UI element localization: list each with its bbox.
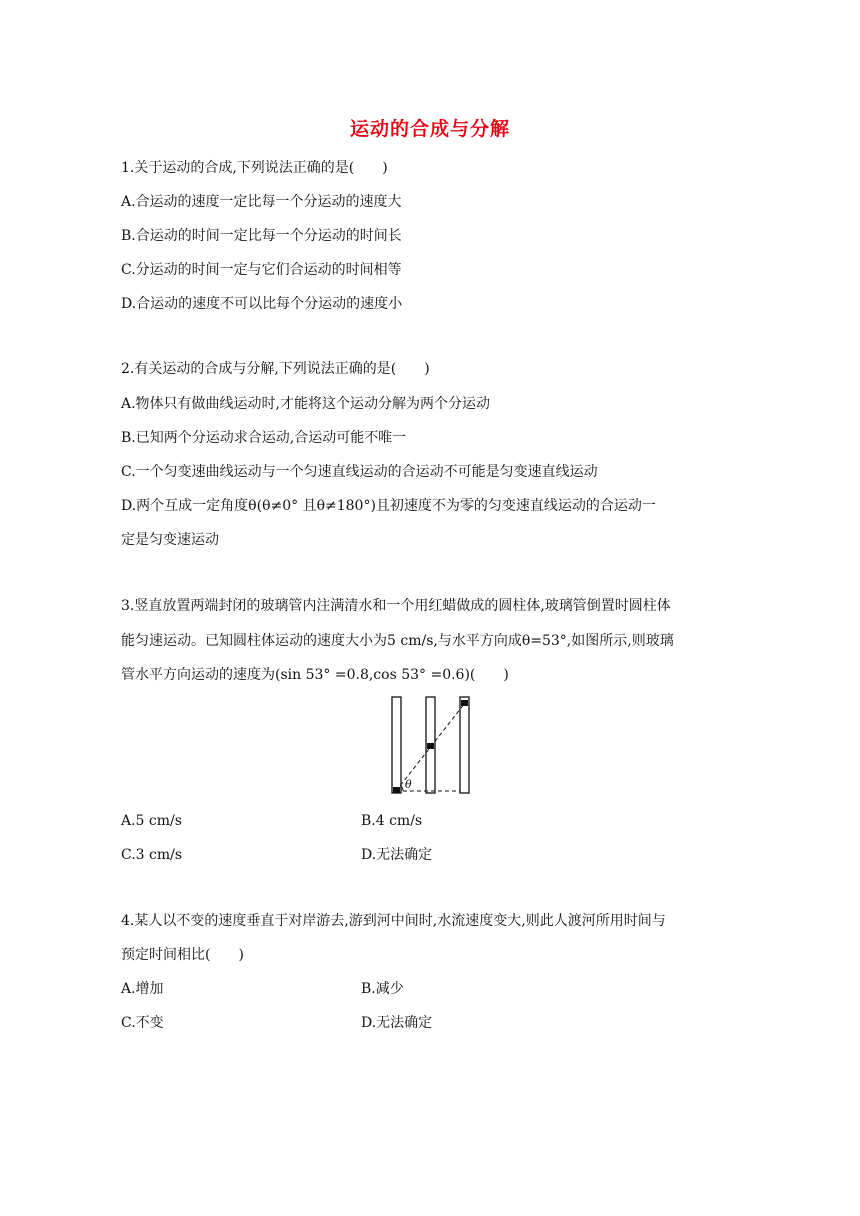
q4-options-row2 (121, 1013, 433, 1033)
q1-stem: 1.关于运动的合成,下列说法正确的是( ) (121, 160, 388, 176)
glass-tube-right (460, 697, 469, 793)
q1-option-c: C.分运动的时间一定与它们合运动的时间相等 (121, 262, 402, 278)
q2-option-d-line1: D.两个互成一定角度θ(θ≠0° 且θ≠180°)且初速度不为零的匀变速直线运动的合运动一 (121, 498, 656, 514)
q2-option-c: C.一个匀变速曲线运动与一个匀速直线运动的合运动不可能是匀变速直线运动 (121, 464, 598, 480)
q4-option-c: C.不变 (121, 1015, 164, 1031)
angle-label: θ (405, 778, 412, 791)
q3-option-c: C.3 cm/s (121, 847, 183, 863)
q3-option-b: B.4 cm/s (361, 813, 423, 829)
q3-option-d: D.无法确定 (361, 847, 433, 863)
q4-stem-line2: 预定时间相比( ) (121, 947, 244, 963)
q4-options-row1 (121, 979, 404, 999)
q4-stem-line1: 4.某人以不变的速度垂直于对岸游去,游到河中间时,水流速度变大,则此人渡河所用时间与 (121, 913, 666, 929)
q4-option-b: B.减少 (361, 981, 404, 997)
q1-option-d: D.合运动的速度不可以比每个分运动的速度小 (121, 296, 403, 312)
wax-block-bottom (393, 787, 400, 793)
q2-option-b: B.已知两个分运动求合运动,合运动可能不唯一 (121, 430, 407, 446)
q1-option-a: A.合运动的速度一定比每一个分运动的速度大 (121, 194, 402, 210)
q3-stem-line3: 管水平方向运动的速度为(sin 53° =0.8,cos 53° =0.6)( ) (121, 667, 509, 683)
q3-option-a: A.5 cm/s (121, 813, 182, 829)
q3-options-row2 (121, 845, 433, 865)
wax-block-top (461, 700, 468, 706)
glass-tube-figure (388, 695, 474, 797)
q1-option-b: B.合运动的时间一定比每一个分运动的时间长 (121, 228, 402, 244)
page-title: 运动的合成与分解 (349, 118, 510, 140)
glass-tube-left (392, 697, 401, 793)
wax-block-middle (427, 743, 434, 749)
q2-option-d-line2: 定是匀变速运动 (121, 532, 219, 548)
q2-option-a: A.物体只有做曲线运动时,才能将这个运动分解为两个分运动 (121, 396, 491, 412)
q3-options-row1 (121, 811, 423, 831)
q4-option-a: A.增加 (121, 981, 164, 997)
q4-option-d: D.无法确定 (361, 1015, 433, 1031)
q3-stem-line2: 能匀速运动。已知圆柱体运动的速度大小为5 cm/s,与水平方向成θ=53°,如图所示,则玻璃 (121, 633, 674, 649)
q2-stem: 2.有关运动的合成与分解,下列说法正确的是( ) (121, 361, 430, 377)
q3-stem-line1: 3.竖直放置两端封闭的玻璃管内注满清水和一个用红蜡做成的圆柱体,玻璃管倒置时圆柱体 (121, 598, 671, 614)
